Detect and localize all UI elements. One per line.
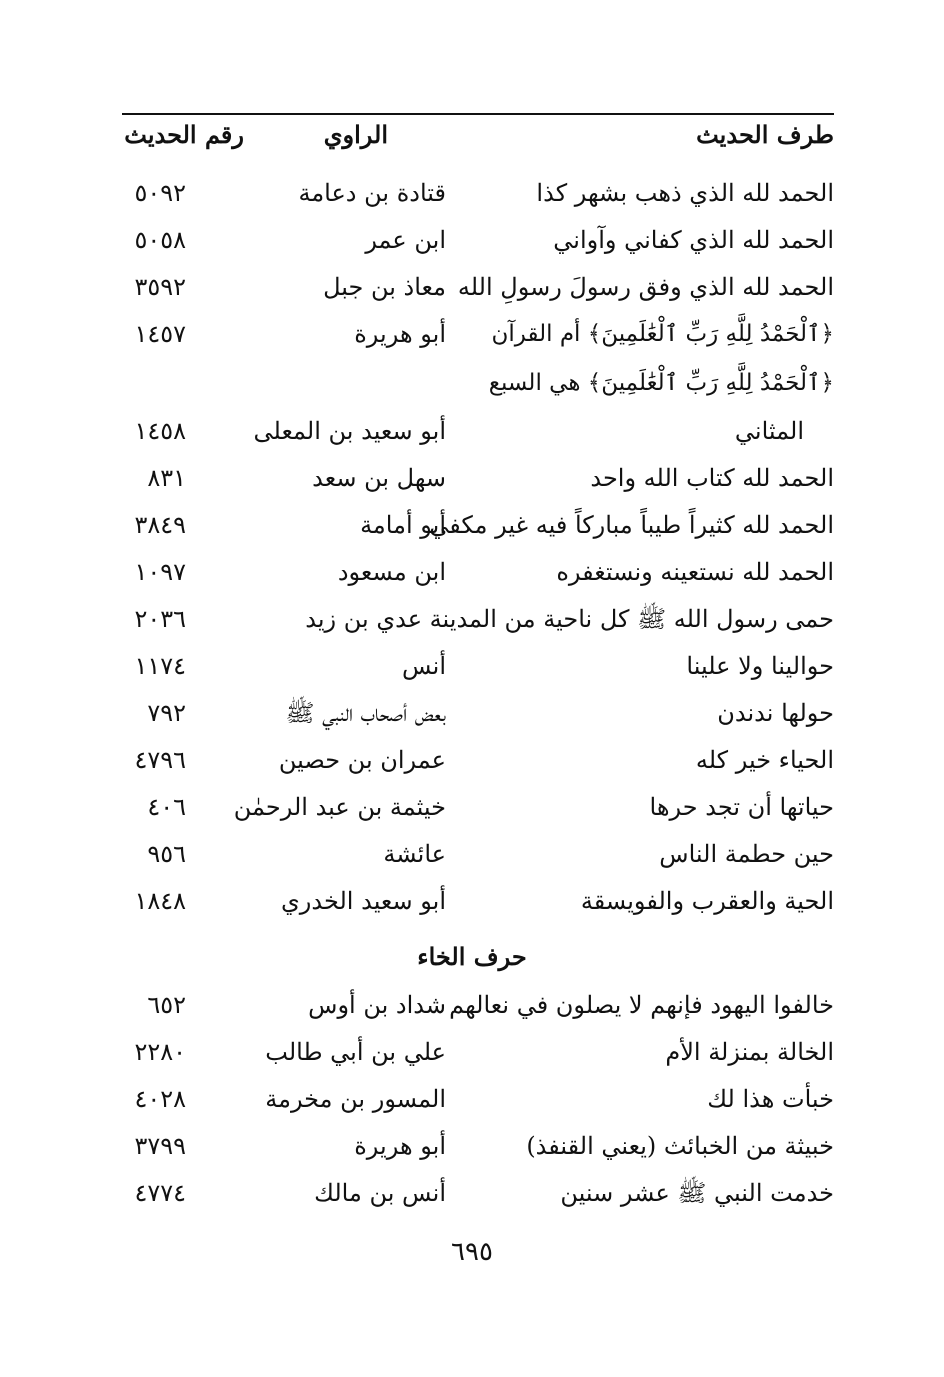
row-rawi: المسور بن مخرمة (265, 1085, 446, 1113)
row-hadith: حياتها أن تجد حرها (649, 793, 834, 821)
row-rawi: علي بن أبي طالب (265, 1038, 446, 1066)
row-hadith: الخالة بمنزلة الأم (665, 1038, 834, 1066)
page-number: ٦٩٥ (451, 1237, 493, 1267)
table-row (0, 643, 944, 689)
row-hadith: المثاني (734, 417, 804, 445)
row-number: ١٤٥٨ (134, 417, 186, 445)
row-hadith: خالفوا اليهود فإنهم لا يصلون في نعالهم (449, 991, 834, 1019)
row-number: ٥٠٩٢ (134, 179, 186, 207)
header-hadith: طرف الحديث (696, 120, 834, 149)
row-number: ٤٠٦ (147, 793, 186, 821)
row-hadith: خبأت هذا لك (707, 1085, 834, 1113)
row-hadith: الحمد لله نستعينه ونستغفره (556, 558, 834, 586)
row-hadith: حولها ندندن (717, 699, 834, 727)
table-row (0, 1123, 944, 1169)
table-row (0, 408, 944, 454)
row-rawi: عائشة (383, 840, 446, 868)
row-hadith: خدمت النبي ﷺ عشر سنين (560, 1179, 834, 1207)
table-row (0, 831, 944, 877)
row-hadith: الحمد لله الذي ذهب بشهر كذا (536, 179, 834, 207)
row-number: ١٤٥٧ (134, 320, 186, 348)
row-number: ٩٥٦ (147, 840, 186, 868)
table-row (0, 455, 944, 501)
row-rawi: بعض أصحاب النبي ﷺ (285, 699, 446, 727)
row-number: ٨٣١ (147, 464, 186, 492)
section-heading-kha: حرف الخاء (417, 942, 527, 971)
row-number: ٤٧٧٤ (134, 1179, 186, 1207)
row-number: ١١٧٤ (134, 652, 186, 680)
table-row (0, 1170, 944, 1216)
table-row (0, 1029, 944, 1075)
header-number: رقم الحديث (124, 120, 244, 149)
row-number: ٦٥٢ (147, 991, 186, 1019)
table-header (0, 112, 944, 158)
row-number: ٣٧٩٩ (134, 1132, 186, 1160)
table-row (0, 170, 944, 216)
table-row (0, 690, 944, 736)
row-rawi: خيثمة بن عبد الرحمٰن (233, 793, 446, 821)
row-number: ١٠٩٧ (134, 558, 186, 586)
table-row (0, 502, 944, 548)
row-hadith: حين حطمة الناس (659, 840, 834, 868)
row-number: ٢٢٨٠ (134, 1038, 186, 1066)
row-rawi: عمران بن حصين (278, 746, 446, 774)
table-row (0, 982, 944, 1028)
row-hadith: ﴿ٱلْحَمْدُ لِلَّهِ رَبِّ ٱلْعَٰلَمِينَ﴾ هي السبع (488, 370, 834, 396)
table-row (0, 264, 944, 310)
row-rawi: سهل بن سعد (312, 464, 446, 492)
row-rawi: أبو هريرة (354, 1132, 446, 1160)
row-hadith: حمى رسول الله ﷺ كل ناحية من المدينة عدي بن زيد (305, 605, 834, 633)
row-hadith: الحية والعقرب والفويسقة (580, 887, 834, 915)
table-row (0, 217, 944, 263)
row-rawi: أنس (402, 652, 446, 680)
row-number: ٧٩٢ (147, 699, 186, 727)
row-hadith: ﴿ٱلْحَمْدُ لِلَّهِ رَبِّ ٱلْعَٰلَمِينَ﴾ أم القرآن (491, 321, 834, 347)
row-rawi: أبو هريرة (354, 320, 446, 348)
table-row (0, 878, 944, 924)
row-rawi: أنس بن مالك (314, 1179, 446, 1207)
row-number: ٤٠٢٨ (134, 1085, 186, 1113)
row-number: ٢٠٣٦ (134, 605, 186, 633)
table-row (0, 784, 944, 830)
table-row (0, 596, 944, 642)
table-row (0, 360, 944, 406)
row-rawi: قتادة بن دعامة (298, 179, 446, 207)
row-number: ١٨٤٨ (134, 887, 186, 915)
table-row (0, 311, 944, 357)
row-rawi: أبو سعيد بن المعلى (253, 417, 446, 445)
row-rawi: شداد بن أوس (308, 991, 446, 1019)
row-hadith: خبيثة من الخبائث (يعني القنفذ) (526, 1132, 834, 1160)
row-rawi: ابن مسعود (337, 558, 446, 586)
header-rawi: الراوي (323, 120, 388, 149)
row-number: ٥٠٥٨ (134, 226, 186, 254)
row-hadith: الحمد لله الذي كفاني وآواني (553, 226, 834, 254)
row-hadith: حوالينا ولا علينا (686, 652, 834, 680)
table-row (0, 1076, 944, 1122)
row-rawi: معاذ بن جبل (323, 273, 446, 301)
row-number: ٤٧٩٦ (134, 746, 186, 774)
row-rawi: أبو أمامة (360, 511, 446, 539)
table-row (0, 549, 944, 595)
table-row (0, 737, 944, 783)
row-number: ٣٥٩٢ (134, 273, 186, 301)
row-rawi: ابن عمر (365, 226, 446, 254)
row-hadith: الحياء خير كله (695, 746, 834, 774)
row-number: ٣٨٤٩ (134, 511, 186, 539)
row-hadith: الحمد لله الذي وفق رسولَ رسولِ الله (457, 273, 834, 301)
row-hadith: الحمد لله كتاب الله واحد (590, 464, 834, 492)
row-rawi: أبو سعيد الخدري (281, 887, 446, 915)
row-hadith: الحمد لله كثيراً طيباً مباركاً فيه غير مكفي (429, 511, 834, 539)
